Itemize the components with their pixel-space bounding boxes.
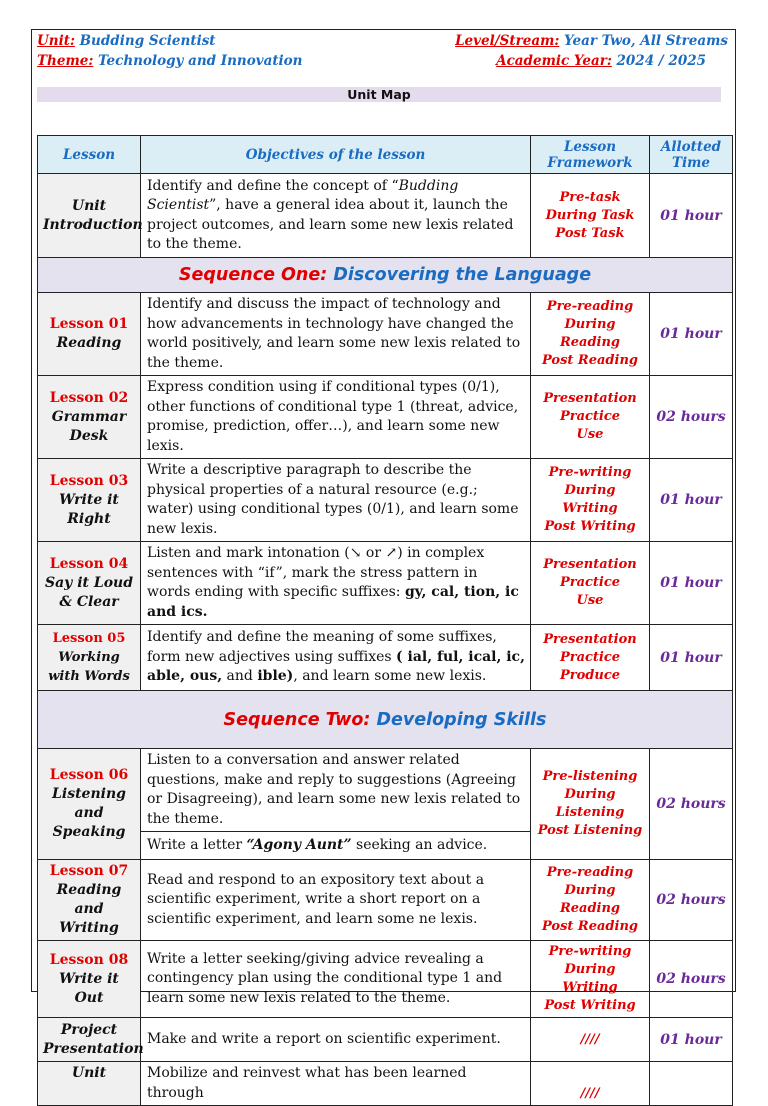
objective-text: Listen and mark intonation (↘ or ↗) in complex sentences with “if”, mark the stress pattern in words ending with specific suffixes: [147, 545, 485, 600]
lesson-cell [38, 376, 141, 459]
lesson-number: Lesson 08 [49, 951, 129, 968]
framework-step: During Task [545, 207, 635, 223]
framework-step: Produce [559, 667, 621, 683]
lesson-cell [38, 1018, 144, 1062]
framework-cell [531, 459, 650, 542]
framework-step: Post Task [555, 225, 625, 241]
table-row [38, 376, 733, 459]
time-cell: 01 hour [650, 174, 733, 258]
lesson-name: Unit [71, 1065, 107, 1081]
time-cell: 02 hours [650, 376, 733, 459]
col-time: Allotted Time [650, 136, 733, 174]
lesson-name: Reading [56, 335, 122, 351]
header-row [38, 136, 733, 174]
lesson-name: Write it Out [59, 970, 119, 1006]
framework-step: Use [576, 427, 604, 442]
lesson-number: Lesson 06 [49, 767, 129, 783]
objective-text: Identify and define the concept of “ [147, 177, 399, 194]
framework-cell [531, 542, 650, 625]
objective-cell [141, 542, 531, 625]
framework-step: Post Writing [544, 519, 636, 534]
framework-cell [531, 174, 650, 258]
sequence-name: Discovering the Language [333, 265, 592, 285]
table-row [38, 174, 733, 258]
framework-step: Post Writing [544, 998, 636, 1013]
lesson-name: Project Presentation [43, 1021, 144, 1057]
framework-step: Post Reading [541, 353, 638, 368]
sequence-label: Sequence Two: [223, 709, 371, 730]
unit-line [37, 33, 216, 49]
time-cell [650, 1062, 733, 1106]
table-row [38, 941, 733, 1018]
lesson-name: Say it Loud & Clear [45, 574, 133, 610]
framework-step: During Writing [562, 962, 618, 995]
table-row [38, 625, 733, 691]
theme-label: Theme: [37, 53, 94, 69]
col-framework: Lesson Framework [531, 136, 650, 174]
framework-step: Pre-reading [546, 299, 634, 314]
framework-step: Use [576, 593, 604, 608]
lesson-number: Lesson 05 [52, 631, 126, 646]
objective-cell [141, 832, 531, 860]
objective-text-bold: gy, cal, tion, ic and ics. [147, 584, 519, 620]
lesson-name: Grammar Desk [51, 408, 127, 444]
objective-cell: Read and respond to an expository text about a scientific experiment, write a short report on a scientific experiment, and learn some ne lexis. [141, 860, 531, 941]
framework-step: Practice [559, 575, 621, 590]
table-row [38, 293, 733, 376]
lesson-cell [38, 293, 141, 376]
framework-step: Practice [559, 409, 621, 424]
framework-step: Pre-task [559, 189, 621, 205]
lesson-name: Reading and Writing [56, 882, 122, 936]
table-row [38, 542, 733, 625]
level-label: Level/Stream: [455, 33, 560, 49]
sequence-name: Developing Skills [376, 709, 547, 730]
objective-cell: Mobilize and reinvest what has been learned through [141, 1062, 531, 1106]
table-row [38, 749, 733, 832]
objective-text: seeking an advice. [351, 836, 488, 853]
framework-cell [531, 749, 650, 860]
unit-label: Unit: [37, 33, 75, 49]
col-lesson: Lesson [38, 136, 141, 174]
objective-text: and [222, 668, 258, 685]
lesson-cell [38, 860, 141, 941]
objective-text-bold: “Agony Aunt” [246, 836, 352, 853]
table-row [38, 1018, 733, 1062]
time-cell: 02 hours [650, 860, 733, 941]
level-line [455, 33, 728, 49]
sequence-two-title [38, 691, 733, 749]
lesson-number: Lesson 01 [49, 316, 129, 332]
sequence-row [38, 691, 733, 749]
objective-text-italic: Budding Scientist [147, 177, 459, 213]
year-label: Academic Year: [496, 53, 612, 69]
level-value: Year Two, All Streams [564, 33, 728, 49]
theme-line [37, 53, 303, 69]
framework-cell [531, 625, 650, 691]
year-line [496, 53, 706, 69]
lesson-cell [38, 749, 141, 860]
framework-step: Presentation [543, 391, 637, 406]
framework-step: During Reading [559, 317, 621, 350]
time-cell: 01 hour [650, 459, 733, 542]
lesson-name: Working with Words [48, 650, 130, 684]
objective-cell [141, 625, 531, 691]
sequence-row [38, 258, 733, 293]
lesson-cell [38, 459, 141, 542]
framework-step: During Writing [562, 483, 618, 516]
objective-cell: Listen to a conversation and answer related questions, make and reply to suggestions (Agreeing or Disagreeing), and learn some new lexis related to the theme. [141, 749, 531, 832]
framework-cell [531, 376, 650, 459]
lesson-number: Lesson 04 [49, 555, 129, 572]
unit-map-table [37, 135, 733, 1106]
year-value: 2024 / 2025 [616, 53, 706, 69]
framework-step: During Listening [555, 787, 625, 820]
framework-cell: //// [531, 1062, 650, 1106]
lesson-cell [38, 174, 141, 258]
objective-text-bold: ible) [257, 668, 294, 685]
framework-step: During Reading [559, 883, 621, 916]
time-cell: 01 hour [650, 1018, 733, 1062]
sequence-one-title [38, 258, 733, 293]
lesson-cell [38, 1062, 141, 1106]
time-cell: 02 hours [650, 749, 733, 860]
objective-text-bold: ( ial, ful, ical, ic, able, ous, [147, 648, 525, 685]
framework-step: Presentation [543, 631, 637, 647]
table-row [38, 860, 733, 941]
objective-cell: Write a letter seeking/giving advice revealing a contingency plan using the conditional type 1 and learn some new lexis related to the theme. [141, 941, 531, 1018]
framework-cell [531, 860, 650, 941]
framework-step: Pre-reading [546, 865, 634, 880]
framework-step: Presentation [543, 557, 637, 572]
time-cell: 02 hours [650, 941, 733, 1018]
objective-cell: Express condition using if conditional types (0/1), other functions of conditional type 1 (threat, advice, promise, prediction, offer…), and learn some new lexis. [141, 376, 531, 459]
unit-map-title: Unit Map [37, 87, 721, 102]
objective-text: ”, have a general idea about it, launch the project outcomes, and learn some new lexis related to the theme. [147, 197, 514, 252]
objective-text: Identify and define the meaning of some suffixes, form new adjectives using suffixes [147, 629, 497, 665]
table-row [38, 1062, 733, 1106]
lesson-cell [38, 542, 141, 625]
objective-text: Write a letter [147, 836, 247, 853]
lesson-number: Lesson 07 [49, 863, 129, 879]
framework-cell [531, 941, 650, 1018]
lesson-number: Lesson 03 [49, 472, 129, 489]
time-cell: 01 hour [650, 542, 733, 625]
framework-step: Pre-writing [548, 465, 632, 480]
lesson-cell [38, 941, 141, 1018]
col-objectives: Objectives of the lesson [141, 136, 531, 174]
framework-step: Pre-writing [548, 944, 632, 959]
lesson-number: Lesson 02 [49, 389, 129, 406]
unit-value: Budding Scientist [79, 33, 216, 49]
objective-cell: Write a descriptive paragraph to describe the physical properties of a natural resource (e.g.; water) using conditional types (0/1), and learn some new lexis. [141, 459, 531, 542]
framework-step: Pre-listening [542, 769, 638, 784]
lesson-name: Unit Introduction [43, 197, 143, 233]
framework-cell [531, 293, 650, 376]
framework-step: Practice [559, 649, 621, 665]
time-cell: 01 hour [650, 293, 733, 376]
lesson-name: Write it Right [59, 491, 119, 527]
table-row [38, 459, 733, 542]
objective-cell: Make and write a report on scientific experiment. [141, 1018, 531, 1062]
framework-cell: //// [531, 1018, 650, 1062]
lesson-name: Listening and Speaking [52, 786, 126, 840]
framework-step: Post Reading [541, 919, 638, 934]
sequence-label: Sequence One: [178, 265, 328, 285]
objective-text: , and learn some new lexis. [293, 668, 487, 685]
lesson-cell [38, 625, 141, 691]
objective-cell [141, 174, 531, 258]
theme-value: Technology and Innovation [98, 53, 303, 69]
framework-step: Post Listening [537, 823, 643, 838]
objective-cell: Identify and discuss the impact of technology and how advancements in technology have changed the world positively, and learn some new lexis related to the theme. [141, 293, 531, 376]
time-cell: 01 hour [650, 625, 733, 691]
